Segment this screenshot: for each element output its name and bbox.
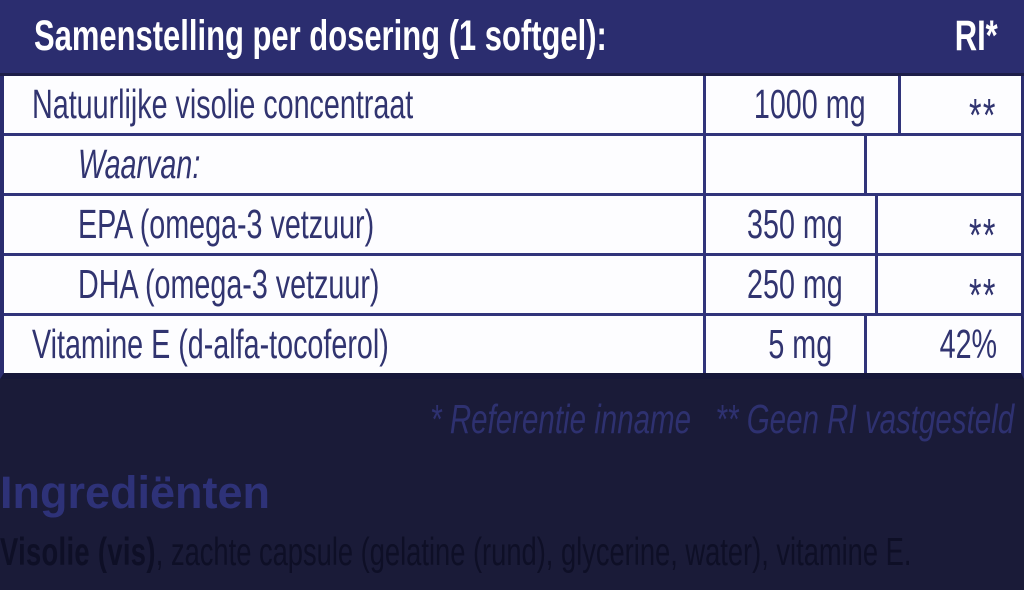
table-row-waarvan bbox=[4, 136, 1021, 196]
cell-name bbox=[4, 196, 706, 253]
nutrient-ri: 42% bbox=[939, 321, 997, 367]
nutrient-ri: ** bbox=[969, 268, 997, 321]
cell-ri bbox=[867, 136, 1021, 193]
ingredients-rest: , zachte capsule (gelatine (rund), glycerine, water), vitamine E. bbox=[155, 530, 912, 574]
table-row-epa bbox=[4, 196, 1021, 261]
composition-header-bar bbox=[0, 0, 1024, 76]
nutrient-name: Vitamine E (d-alfa-tocoferol) bbox=[32, 321, 389, 367]
ingredients-heading: Ingrediënten bbox=[0, 467, 271, 518]
footnote-reference-intake: * Referentie inname bbox=[429, 396, 691, 442]
table-row-vitamin-e bbox=[4, 316, 1021, 373]
nutrient-name: EPA (omega-3 vetzuur) bbox=[78, 201, 375, 247]
cell-name bbox=[4, 136, 706, 193]
nutrient-amount: 350 mg bbox=[747, 201, 843, 247]
nutrient-name: Natuurlijke visolie concentraat bbox=[32, 81, 414, 127]
nutrient-name: DHA (omega-3 vetzuur) bbox=[78, 261, 380, 307]
cell-amount bbox=[706, 196, 878, 253]
nutrient-ri: ** bbox=[969, 208, 997, 261]
table-row-dha bbox=[4, 256, 1021, 321]
ri-footnote bbox=[0, 396, 1024, 443]
nutrient-amount: 5 mg bbox=[768, 321, 832, 367]
nutrient-name: Waarvan: bbox=[78, 141, 201, 187]
nutrition-table bbox=[0, 76, 1024, 379]
nutrient-ri: ** bbox=[969, 88, 997, 141]
ingredients-allergen-bold: Visolie (vis) bbox=[0, 530, 156, 574]
cell-ri bbox=[867, 316, 1021, 373]
ri-column-header: RI* bbox=[954, 12, 998, 60]
table-row-fish-oil bbox=[4, 76, 1021, 141]
ingredients-line bbox=[0, 531, 1024, 575]
cell-amount bbox=[706, 136, 867, 193]
nutrient-amount: 1000 mg bbox=[753, 81, 866, 127]
nutrient-amount: 250 mg bbox=[747, 261, 843, 307]
cell-ri bbox=[878, 256, 1021, 321]
composition-title: Samenstelling per dosering (1 softgel): bbox=[34, 12, 607, 60]
cell-ri bbox=[901, 76, 1021, 141]
cell-name bbox=[4, 256, 706, 313]
footnote-no-ri: ** Geen RI vastgesteld bbox=[715, 396, 1014, 442]
cell-ri bbox=[878, 196, 1021, 261]
cell-amount bbox=[706, 316, 867, 373]
cell-name bbox=[4, 76, 706, 133]
cell-amount bbox=[706, 256, 878, 313]
cell-amount bbox=[706, 76, 901, 133]
cell-name bbox=[4, 316, 706, 373]
